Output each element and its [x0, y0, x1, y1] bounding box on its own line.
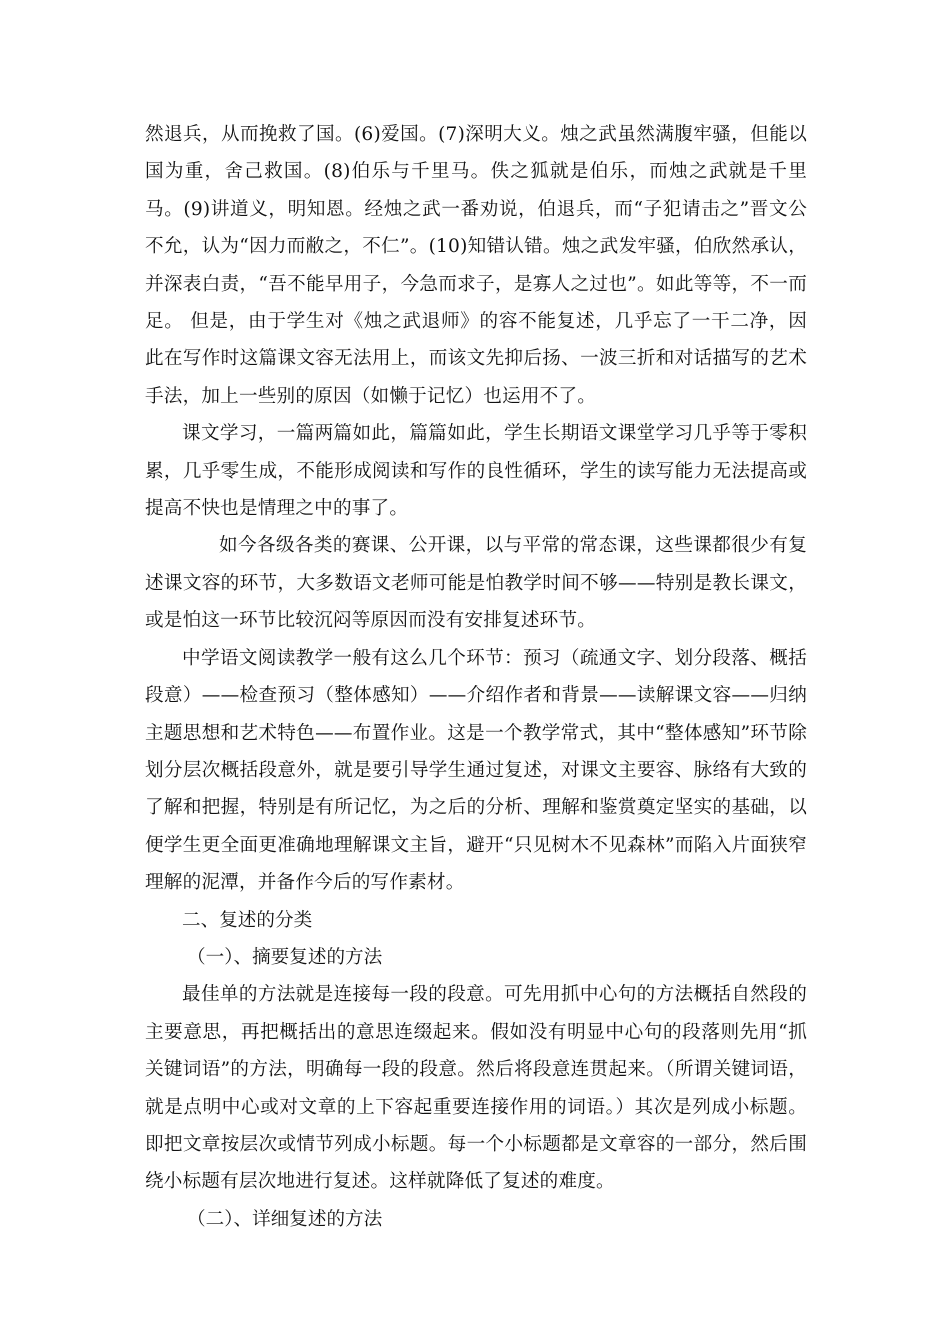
subheading-summary-method: （一）、摘要复述的方法: [187, 946, 383, 968]
section-heading-classification: 二、复述的分类: [182, 909, 313, 931]
document-body: [145, 116, 807, 1238]
paragraph-summary-method: 最佳单的方法就是连接每一段的段意。可先用抓中心句的方法概括自然段的主要意思，再把概括出的意思连缀起来。假如没有明显中心句的段落则先用“抓关键词语”的方法，明确每一段的段意。然后将段意连贯起来。（所谓关键词语，就是点明中心或对文章的上下容起重要连接作用的词语。）其次是列成小标题。即把文章按层次或情节列成小标题。每一个小标题都是文章容的一部分，然后围绕小标题有层次地进行复述。这样就降低了复述的难度。: [145, 984, 807, 1193]
paragraph-continuation: 然退兵，从而挽救了国。(6)爱国。(7)深明大义。烛之武虽然满腹牢骚，但能以国为重，舍己救国。(8)伯乐与千里马。佚之狐就是伯乐，而烛之武就是千里马。(9)讲道义，明知恩。经烛之武一番劝说，伯退兵，而“子犯请击之”晋文公不允，认为“因力而敝之，不仁”。(10)知错认错。烛之武发牢骚，伯欣然承认，并深表白责，“吾不能早用子，今急而求子，是寡人之过也”。如此等等，不一而足。 但是，由于学生对《烛之武退师》的容不能复述，几乎忘了一干二净，因此在写作时这篇课文容无法用上，而该文先抑后扬、一波三折和对话描写的艺术手法，加上一些别的原因（如懒于记忆）也运用不了。: [145, 124, 807, 407]
subheading-detailed-method: （二）、详细复述的方法: [187, 1208, 383, 1230]
paragraph-classes: 如今各级各类的赛课、公开课，以与平常的常态课，这些课都很少有复述课文容的环节，大多数语文老师可能是怕教学时间不够——特别是教长课文，或是怕这一环节比较沉闷等原因而没有安排复述环节。: [145, 535, 807, 632]
paragraph-accumulation: 课文学习，一篇两篇如此，篇篇如此，学生长期语文课堂学习几乎等于零积累，几乎零生成，不能形成阅读和写作的良性循环，学生的读写能力无法提高或提高不快也是情理之中的事了。: [145, 423, 807, 520]
paragraph-teaching-steps: 中学语文阅读教学一般有这么几个环节：预习（疏通文字、划分段落、概括段意）——检查预习（整体感知）——介绍作者和背景——读解课文容——归纳主题思想和艺术特色——布置作业。这是一个教学常式，其中“整体感知”环节除划分层次概括段意外，就是要引导学生通过复述，对课文主要容、脉络有大致的了解和把握，特别是有所记忆，为之后的分析、理解和鉴赏奠定坚实的基础，以便学生更全面更准确地理解课文主旨，避开“只见树木不见森林”而陷入片面狭窄理解的泥潭，并备作今后的写作素材。: [145, 647, 807, 894]
